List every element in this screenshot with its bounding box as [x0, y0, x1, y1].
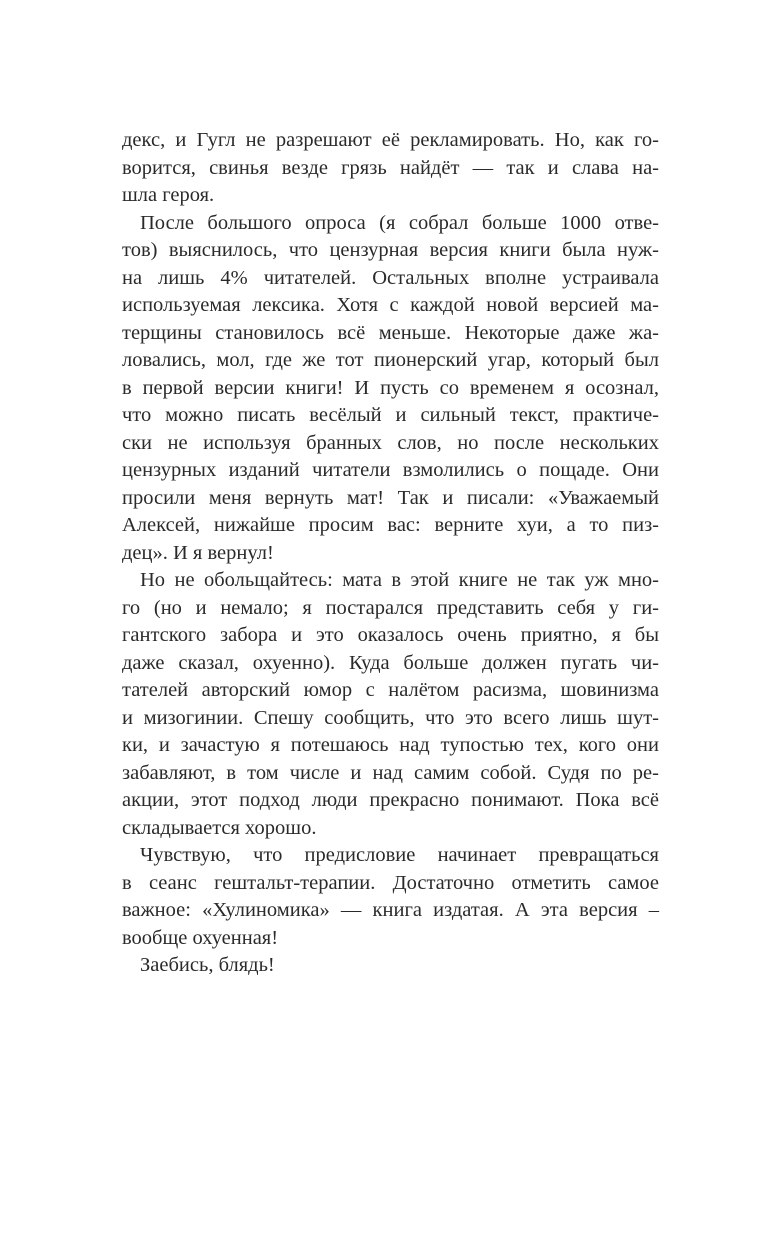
text-line: просили меня вернуть мат! Так и писали: «Уважаемый	[122, 486, 659, 509]
text-line: ворится, свинья везде грязь найдёт — так и слава на-	[122, 156, 659, 179]
text-line: декс, и Гугл не разрешают её рекламировать. Но, как го-	[122, 129, 659, 151]
text-line: ловались, мол, где же тот пионерский угар, который был	[122, 349, 659, 371]
text-line: терщины становилось всё меньше. Некоторые даже жа-	[122, 321, 659, 344]
text-line: тателей авторский юмор с налётом расизма, шовинизма	[122, 679, 659, 701]
text-line: тов) выяснилось, что цензурная версия книги была нуж-	[122, 239, 659, 261]
text-line: Заебись, блядь!	[140, 954, 275, 976]
text-line: используемая лексика. Хотя с каждой новой версией ма-	[122, 294, 659, 316]
text-line: в сеанс гештальт-терапии. Достаточно отметить самое	[122, 871, 659, 894]
text-line: даже сказал, охуенно). Куда больше должен пугать чи-	[122, 651, 659, 674]
text-line: забавляют, в том числе и над самим собой. Судя по ре-	[122, 761, 659, 784]
text-line: акции, этот подход люди прекрасно понимают. Пока всё	[122, 789, 659, 811]
text-line: го (но и немало; я постарался представить себя у ги-	[122, 596, 659, 619]
text-line: Чувствую, что предисловие начинает превращаться	[140, 844, 659, 866]
text-line: ски не используя бранных слов, но после нескольких	[122, 431, 659, 454]
text-line: ки, и зачастую я потешаюсь над тупостью тех, кого они	[122, 734, 659, 756]
text-line: дец». И я вернул!	[122, 541, 274, 564]
text-line: вообще охуенная!	[122, 926, 279, 949]
text-line: важное: «Хулиномика» — книга издатая. А эта версия –	[122, 899, 659, 921]
text-line: Алексей, нижайше просим вас: верните хуи, а то пиз-	[122, 514, 659, 536]
text-line: После большого опроса (я собрал больше 1000 отве-	[140, 211, 659, 234]
text-line: шла героя.	[122, 184, 215, 206]
text-line: и мизогинии. Спешу сообщить, что это всего лишь шут-	[122, 706, 659, 729]
text-line: гантского забора и это оказалось очень приятно, я бы	[122, 624, 659, 646]
text-line: что можно писать весёлый и сильный текст, практиче-	[122, 404, 659, 426]
text-line: в первой версии книги! И пусть со временем я осознал,	[122, 376, 659, 399]
text-line: на лишь 4% читателей. Остальных вполне устраивала	[122, 266, 659, 289]
text-line: цензурных изданий читатели взмолились о пощаде. Они	[122, 459, 659, 481]
text-line: складывается хорошо.	[122, 816, 317, 839]
text-line: Но не обольщайтесь: мата в этой книге не так уж мно-	[140, 569, 659, 591]
text-column	[122, 127, 659, 980]
